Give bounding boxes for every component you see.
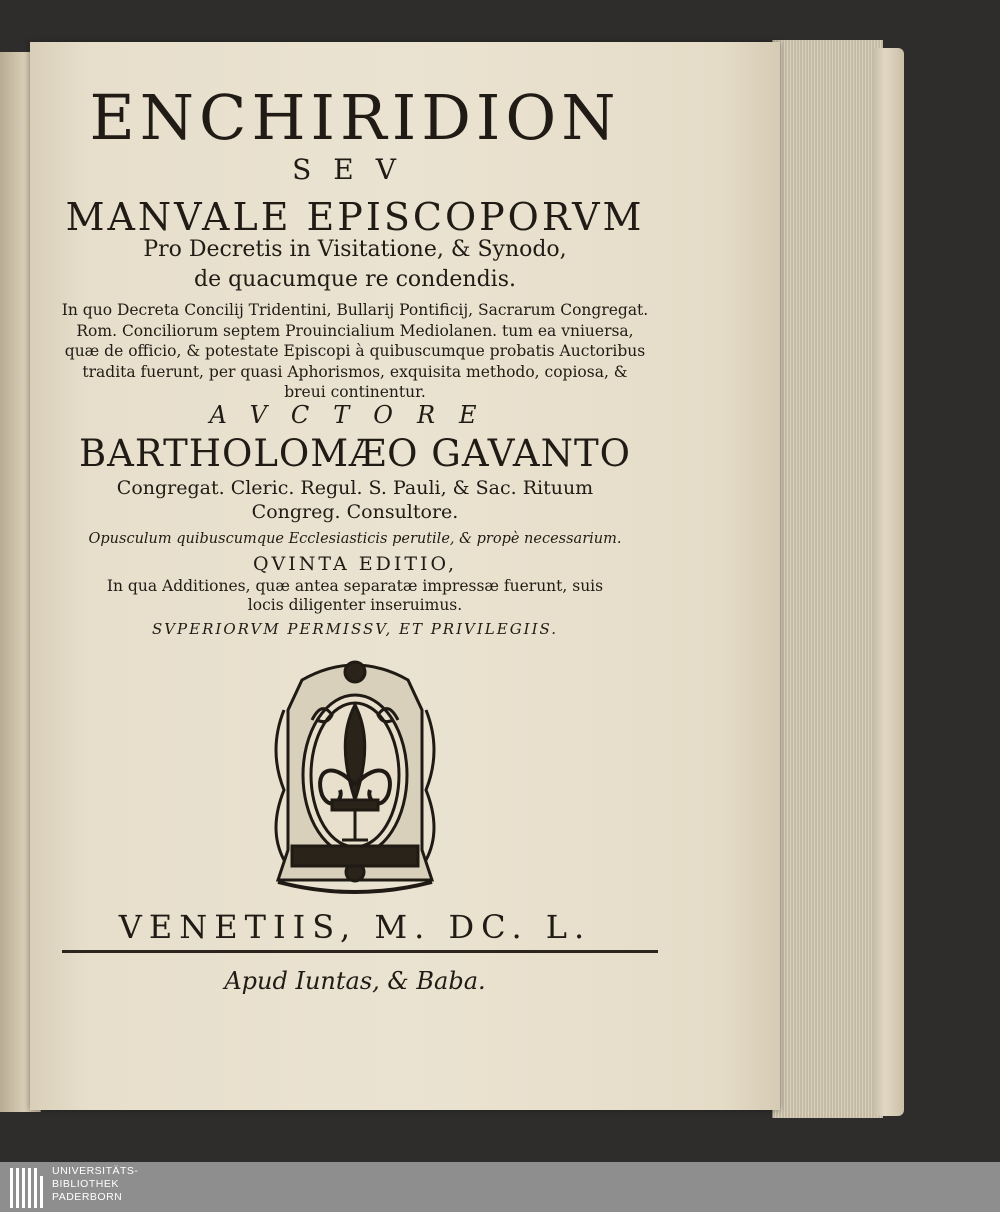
library-name [52, 1165, 138, 1204]
author-affiliation-2: Congreg. Consultore. [251, 501, 459, 523]
author-name: BARTHOLOMÆO GAVANTO [78, 432, 632, 475]
library-name-line-3: PADERBORN [52, 1191, 123, 1203]
description-paragraph: In quo Decreta Concilij Tridentini, Bullarij Pontificij, Sacrarum Congregat. Rom. Conciliorum septem Prouincialium Mediolanen. tum ea vniuersa, quæ de officio, & potestate Episcopi à quibuscumque probatis Auctoribus tradita fuerunt, per quasi Aphorismos, exquisita methodo, copiosa, & breui continentur. [61, 301, 649, 401]
subtitle-line-1: Pro Decretis in Visitatione, & Synodo, [143, 237, 567, 262]
edition-statement: QVINTA EDITIO, [252, 553, 458, 575]
book-title: ENCHIRIDION [89, 81, 621, 154]
book-fore-edge [872, 48, 904, 1116]
auctore-label: AVCTORE [209, 401, 501, 429]
library-name-line-1: UNIVERSITÄTS- [52, 1165, 139, 1177]
book-subtitle: MANVALE EPISCOPORVM [65, 195, 645, 239]
title-seu: SEV [292, 153, 418, 186]
additions-line-2: locis diligenter inseruimus. [247, 596, 463, 614]
imprint-rule [62, 950, 658, 953]
permission-line: SVPERIORVM PERMISSV, ET PRIVILEGIIS. [151, 620, 559, 638]
page-block-edge [772, 40, 883, 1118]
fleur-de-lis-printer-device-icon [262, 650, 448, 902]
imprint-place-date: VENETIIS, M. DC. L. [118, 908, 592, 946]
author-affiliation-1: Congregat. Cleric. Regul. S. Pauli, & Sac. Rituum [116, 477, 594, 499]
library-footer [0, 1162, 1000, 1212]
opusculum-line: Opusculum quibuscumque Ecclesiasticis perutile, & propè necessarium. [88, 531, 622, 547]
subtitle-line-2: de quacumque re condendis. [193, 267, 517, 292]
additions-line-1: In qua Additiones, quæ antea separatæ impressæ fuerunt, suis [106, 577, 604, 595]
library-logo-icon [8, 1166, 48, 1210]
printer-line: Apud Iuntas, & Baba. [224, 967, 486, 995]
library-name-line-2: BIBLIOTHEK [52, 1178, 119, 1190]
